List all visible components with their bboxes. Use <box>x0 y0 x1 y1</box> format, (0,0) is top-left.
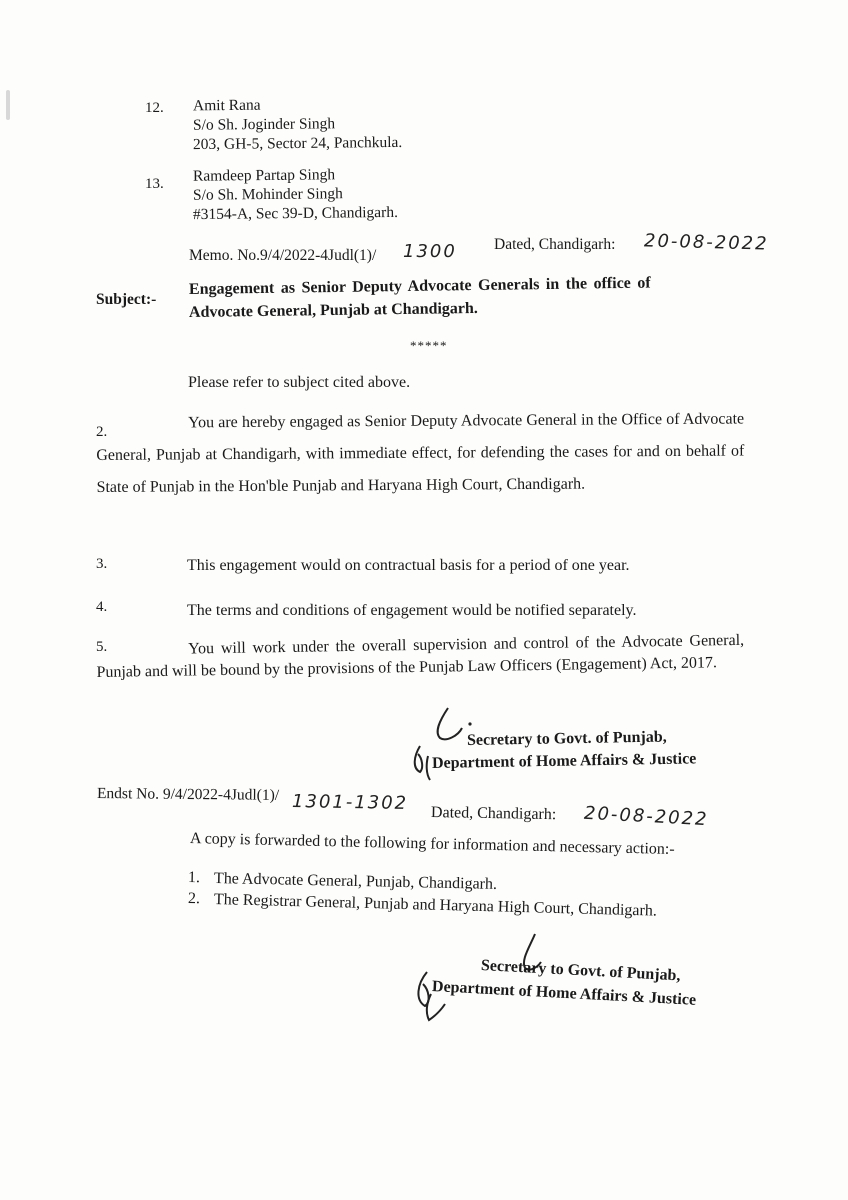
addressee-relation: S/o Sh. Joginder Singh <box>192 115 336 134</box>
addressee-address: #3154-A, Sec 39-D, Chandigarh. <box>192 203 398 224</box>
addressee-relation: S/o Sh. Mohinder Singh <box>192 185 343 204</box>
endorsement-intro: A copy is forwarded to the following for information and necessary action:- <box>189 830 675 858</box>
recipient-number: 2. <box>187 890 201 908</box>
endorsement-number: Endst No. 9/4/2022-4Judl(1)/ <box>96 785 280 804</box>
paragraph-number: 2. <box>96 424 108 440</box>
signatory-title: Secretary to Govt. of Punjab, <box>466 728 667 749</box>
addressee-number: 12. <box>145 100 164 116</box>
paragraph-text: You are hereby engaged as Senior Deputy Advocate General in the Office of Advocate General, Punjab at Chandigarh, with immediate effect, for defending the cases for and on behalf of State of Punjab in the Hon'ble Punjab and Haryana High Court, Chandigarh. <box>96 410 745 496</box>
endorsement-handwritten-date: 20-08-2022 <box>583 802 710 831</box>
memo-number: Memo. No.9/4/2022-4Judl(1)/ <box>189 247 377 264</box>
addressee-name: Ramdeep Partap Singh <box>192 166 336 185</box>
subject-line: Advocate General, Punjab at Chandigarh. <box>188 299 478 321</box>
signatory-title: Secretary to Govt. of Punjab, <box>480 957 681 985</box>
recipient-number: 1. <box>187 869 201 887</box>
paragraph-text: The terms and conditions of engagement would be notified separately. <box>187 602 637 619</box>
paragraph-number: 4. <box>96 599 108 615</box>
subject-line: Engagement as Senior Deputy Advocate Generals in the office of <box>188 274 651 298</box>
signatory-department: Department of Home Affairs & Justice <box>431 978 697 1009</box>
addressee-address: 203, GH-5, Sector 24, Panchkula. <box>192 133 403 154</box>
separator-stars: ***** <box>410 338 448 353</box>
recipient-text: The Advocate General, Punjab, Chandigarh. <box>213 870 498 893</box>
paragraph-text: This engagement would on contractual basis for a period of one year. <box>187 557 630 574</box>
opening-line: Please refer to subject cited above. <box>188 374 411 391</box>
scan-margin-mark <box>6 90 10 120</box>
endorsement-dated-label: Dated, Chandigarh: <box>430 804 557 824</box>
addressee-number: 13. <box>145 176 164 192</box>
memo-handwritten-number: 1300 <box>403 241 457 262</box>
paragraph-number: 3. <box>96 556 108 572</box>
memo-handwritten-date: 20-08-2022 <box>643 230 769 255</box>
recipient-text: The Registrar General, Punjab and Haryana High Court, Chandigarh. <box>213 891 658 920</box>
endorsement-handwritten-number: 1301-1302 <box>291 790 409 815</box>
memo-dated-label: Dated, Chandigarh: <box>494 236 616 253</box>
signatory-department: Department of Home Affairs & Justice <box>431 750 697 772</box>
subject-label: Subject:- <box>96 291 157 308</box>
paragraph-number: 5. <box>96 639 108 655</box>
addressee-name: Amit Rana <box>192 96 261 115</box>
paragraph-text: You will work under the overall supervision and control of the Advocate General, Punjab and will be bound by the provisions of the Punjab Law Officers (Engagement) Act, 2017. <box>96 631 745 681</box>
